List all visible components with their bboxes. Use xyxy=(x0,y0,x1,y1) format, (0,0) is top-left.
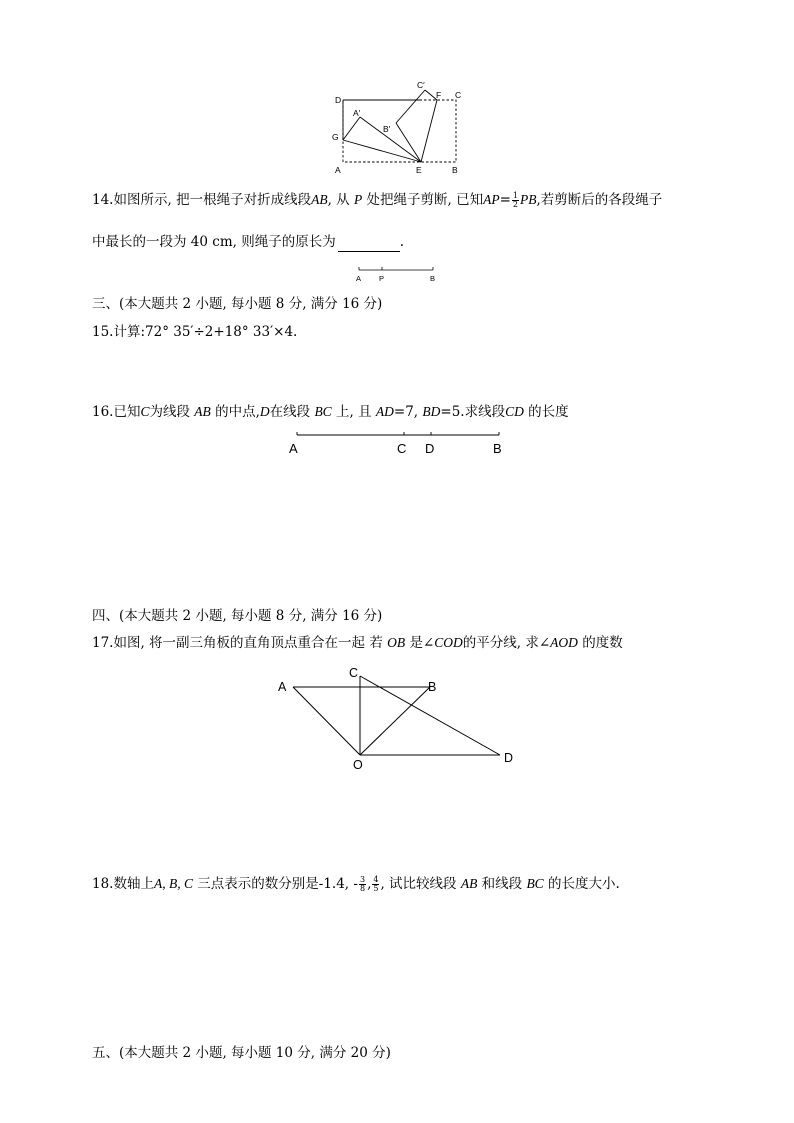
label-E: E xyxy=(416,165,422,175)
q14-period: . xyxy=(399,234,405,250)
fraction-numerator: 4 xyxy=(373,875,379,884)
figure-folded-rectangle xyxy=(325,78,465,176)
segment-A-prime-E xyxy=(360,117,421,162)
q14-line2 xyxy=(92,232,404,252)
label-O: O xyxy=(353,758,363,772)
label-D: D xyxy=(504,751,514,765)
q16-text-part: 的长度 xyxy=(528,404,569,420)
q14-var-PB: PB xyxy=(520,192,537,207)
section-3-heading: 三、(本大题共 2 小题, 每小题 8 分, 满分 16 分) xyxy=(92,296,383,312)
q14-equals: = xyxy=(499,192,511,208)
label-G: G xyxy=(332,132,339,142)
q16-text-part: 在线段 xyxy=(269,404,311,420)
q14-fraction xyxy=(512,192,519,209)
q14-line1 xyxy=(92,190,662,210)
section-4-heading: 四、(本大题共 2 小题, 每小题 8 分, 满分 16 分) xyxy=(92,608,383,624)
figure-segment-ACDB xyxy=(280,428,510,460)
q17-text-part: 的平分线, 求∠ xyxy=(462,635,551,651)
q14-text: , 从 xyxy=(327,192,350,208)
figure-segment-APB xyxy=(352,263,442,285)
q18-text-part: 和线段 xyxy=(481,876,523,892)
q17-text-part: 17.如图, 将一副三角板的直角顶点重合在一起 若 xyxy=(92,635,383,651)
q18-comma: , xyxy=(367,876,372,892)
q18-text-part: 三点表示的数分别是-1.4, - xyxy=(197,876,358,892)
segment-AO xyxy=(293,687,360,755)
figure-set-squares xyxy=(270,660,530,775)
q17-var-OB: OB xyxy=(387,635,406,650)
q17-text-part: 的度数 xyxy=(582,635,623,651)
q18-vars-ABC: A, B, C xyxy=(153,876,193,891)
q14-text: 中最长的一段为 40 cm, 则绳子的原长为 xyxy=(92,234,336,250)
q16-value: =7, xyxy=(393,404,419,420)
segment-B-prime-C-prime xyxy=(396,90,425,123)
q16-text-part: 16.已知 xyxy=(92,404,141,420)
q14-text: 处把绳子剪断, 已知 xyxy=(366,192,484,208)
label-P: P xyxy=(379,274,385,283)
q16-var-BD: BD xyxy=(422,404,441,419)
fraction-numerator: 3 xyxy=(359,875,366,884)
label-B: B xyxy=(430,274,436,283)
q18-var-AB: AB xyxy=(460,876,478,891)
q16-var-C: C xyxy=(140,404,150,419)
fraction-denominator: 2 xyxy=(512,200,519,209)
q16-text-part: 的中点, xyxy=(215,404,260,420)
q18-fraction-4-5 xyxy=(372,876,379,893)
q14-text: 如图所示, 把一根绳子对折成线段 xyxy=(113,192,312,208)
label-D: D xyxy=(425,441,435,456)
label-A-prime: A′ xyxy=(353,108,361,118)
q14-var-P: P xyxy=(353,192,363,207)
q14-var-AP: AP xyxy=(483,192,500,207)
q17-var-AOD: AOD xyxy=(550,635,578,650)
label-A: A xyxy=(335,165,341,175)
label-A: A xyxy=(278,680,287,694)
q16-var-AB: AB xyxy=(194,404,211,419)
q16-var-AD: AD xyxy=(375,404,394,419)
segment-GA-prime xyxy=(343,117,360,140)
section-5-heading: 五、(本大题共 2 小题, 每小题 10 分, 满分 20 分) xyxy=(92,1045,391,1061)
q18-text xyxy=(92,874,620,894)
q18-text-part: 18.数轴上 xyxy=(92,876,154,892)
q16-text xyxy=(92,402,569,422)
label-B: B xyxy=(452,165,458,175)
q18-text-part: 的长度大小. xyxy=(548,876,620,892)
label-B-prime: B′ xyxy=(383,124,391,134)
q17-text-part: 是∠ xyxy=(409,635,435,651)
q14-var-AB: AB xyxy=(311,192,328,207)
q16-text-part: 上, 且 xyxy=(336,404,372,420)
q17-text xyxy=(92,633,623,653)
q18-var-BC: BC xyxy=(526,876,544,891)
segment-OB xyxy=(360,687,430,755)
q14-number: 14. xyxy=(92,192,114,208)
q16-text-part: 为线段 xyxy=(149,404,190,420)
q16-var-D: D xyxy=(259,404,270,419)
q17-var-COD: COD xyxy=(434,635,463,650)
label-A: A xyxy=(289,441,298,456)
label-B: B xyxy=(493,441,502,456)
q16-value: =5.求线段 xyxy=(440,404,506,420)
q18-text-part: , 试比较线段 xyxy=(380,876,457,892)
label-C: C xyxy=(349,666,359,680)
q14-text: ,若剪断后的各段绳子 xyxy=(536,192,663,208)
fraction-numerator: 1 xyxy=(512,191,519,200)
q15-text: 15.计算:72° 35′÷2+18° 33′×4. xyxy=(92,324,298,340)
fraction-denominator: 5 xyxy=(373,884,379,893)
label-C-prime: C′ xyxy=(417,80,425,90)
q16-var-BC: BC xyxy=(314,404,332,419)
fraction-denominator: 8 xyxy=(359,884,366,893)
q18-fraction-3-8 xyxy=(359,876,366,893)
answer-blank xyxy=(338,237,400,252)
label-D: D xyxy=(335,95,342,105)
label-C: C xyxy=(455,90,462,100)
segment-FE xyxy=(421,100,437,162)
label-F: F xyxy=(436,90,442,100)
label-B: B xyxy=(428,680,437,694)
label-C: C xyxy=(397,441,407,456)
q16-var-CD: CD xyxy=(505,404,524,419)
label-A: A xyxy=(356,274,362,283)
